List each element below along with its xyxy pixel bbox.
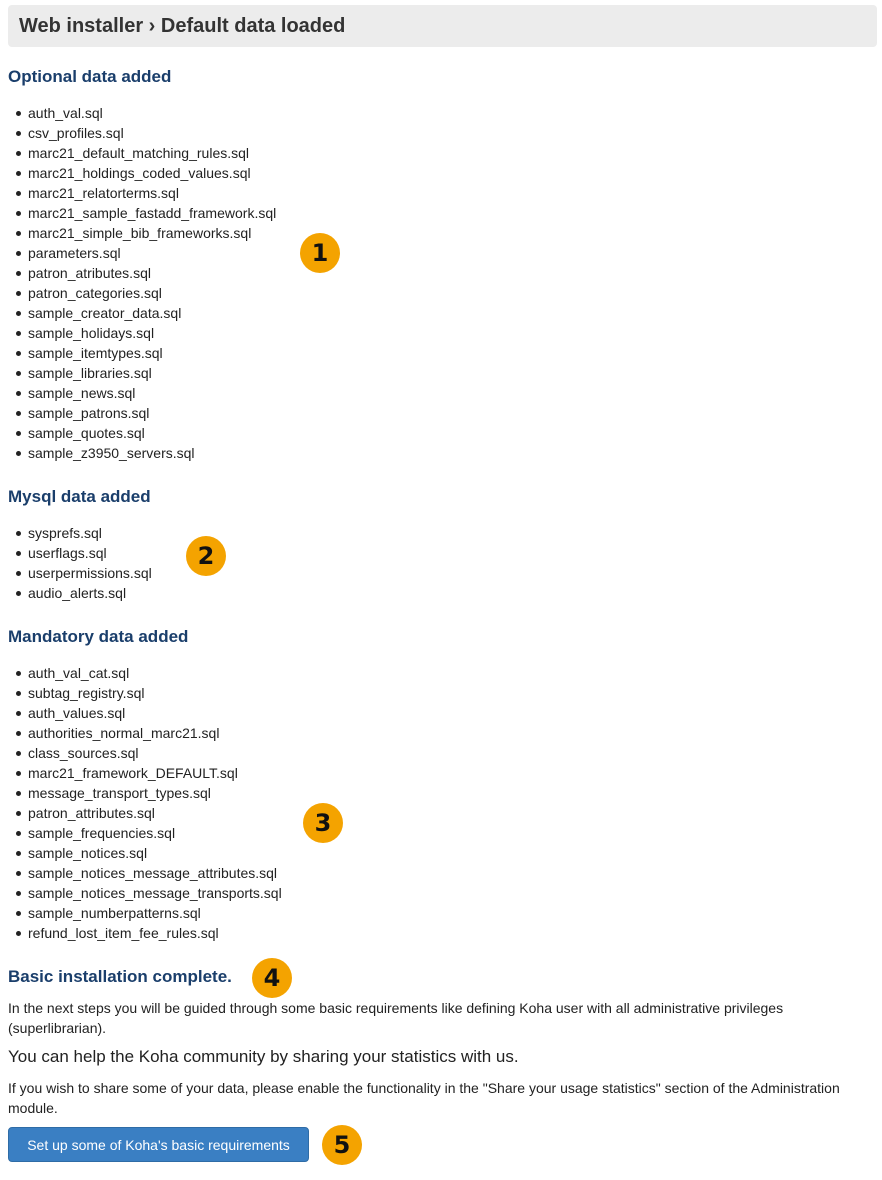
file-list-item: subtag_registry.sql [8, 683, 282, 703]
share-statistics-text: If you wish to share some of your data, please enable the functionality in the "Share your usage statistics" section of the Administration module. [8, 1080, 840, 1116]
file-list-item: userflags.sql [8, 543, 152, 563]
file-list-item: sample_news.sql [8, 383, 276, 403]
file-list-item: sysprefs.sql [8, 523, 152, 543]
file-list-item: userpermissions.sql [8, 563, 152, 583]
file-list-item: auth_val_cat.sql [8, 663, 282, 683]
file-list-item: patron_attributes.sql [8, 803, 282, 823]
file-list-item: marc21_default_matching_rules.sql [8, 143, 276, 163]
file-list-item: auth_values.sql [8, 703, 282, 723]
file-list-item: sample_holidays.sql [8, 323, 276, 343]
callout-marker-1: 1 [300, 233, 340, 273]
mandatory-data-list [8, 663, 282, 943]
file-list-item: marc21_holdings_coded_values.sql [8, 163, 276, 183]
file-list-item: marc21_sample_fastadd_framework.sql [8, 203, 276, 223]
file-list-item: sample_itemtypes.sql [8, 343, 276, 363]
file-list-item: sample_numberpatterns.sql [8, 903, 282, 923]
callout-marker-5: 5 [322, 1125, 362, 1165]
file-list-item: marc21_relatorterms.sql [8, 183, 276, 203]
breadcrumb: Web installer › Default data loaded [8, 5, 877, 47]
callout-marker-3: 3 [303, 803, 343, 843]
callout-marker-4: 4 [252, 958, 292, 998]
file-list-item: auth_val.sql [8, 103, 276, 123]
file-list-item: patron_categories.sql [8, 283, 276, 303]
mysql-data-heading: Mysql data added [8, 487, 151, 506]
file-list-item: class_sources.sql [8, 743, 282, 763]
file-list-item: sample_notices_message_transports.sql [8, 883, 282, 903]
file-list-item: parameters.sql [8, 243, 276, 263]
installation-complete-heading: Basic installation complete. [8, 967, 232, 986]
file-list-item: authorities_normal_marc21.sql [8, 723, 282, 743]
optional-data-list [8, 103, 276, 463]
file-list-item: sample_notices_message_attributes.sql [8, 863, 282, 883]
file-list-item: sample_z3950_servers.sql [8, 443, 276, 463]
file-list-item: sample_quotes.sql [8, 423, 276, 443]
file-list-item: marc21_framework_DEFAULT.sql [8, 763, 282, 783]
file-list-item: audio_alerts.sql [8, 583, 152, 603]
share-statistics-heading: You can help the Koha community by sharing your statistics with us. [8, 1047, 519, 1066]
file-list-item: sample_creator_data.sql [8, 303, 276, 323]
mysql-data-list [8, 523, 152, 603]
file-list-item: marc21_simple_bib_frameworks.sql [8, 223, 276, 243]
setup-basic-requirements-button[interactable]: Set up some of Koha's basic requirements [8, 1127, 309, 1162]
optional-data-heading: Optional data added [8, 67, 172, 86]
file-list-item: sample_frequencies.sql [8, 823, 282, 843]
mandatory-data-heading: Mandatory data added [8, 627, 189, 646]
callout-marker-2: 2 [186, 536, 226, 576]
file-list-item: sample_libraries.sql [8, 363, 276, 383]
file-list-item: patron_atributes.sql [8, 263, 276, 283]
file-list-item: sample_notices.sql [8, 843, 282, 863]
file-list-item: csv_profiles.sql [8, 123, 276, 143]
file-list-item: sample_patrons.sql [8, 403, 276, 423]
next-steps-text: In the next steps you will be guided through some basic requirements like defining Koha user with all administrative privileges (superlibrarian). [8, 1000, 784, 1036]
file-list-item: refund_lost_item_fee_rules.sql [8, 923, 282, 943]
file-list-item: message_transport_types.sql [8, 783, 282, 803]
